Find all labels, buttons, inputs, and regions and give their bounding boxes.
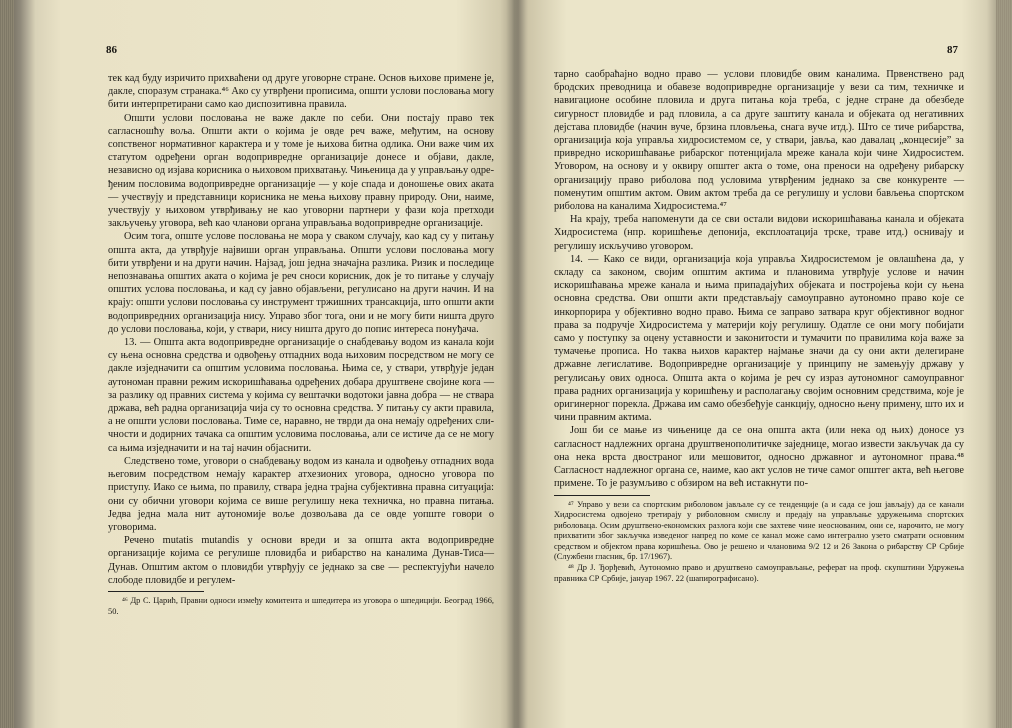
footnote-rule: [108, 591, 204, 592]
paragraph: Речено mutatis mutandis у основи вреди и за општа акта водопривредне организације којима се регулише пловидба и рибарство на каналима Дунав-Тиса—Дунав. Општим актом о пловидби утврђују се једнако за све — респектујући начело слободе пловидбе и регулем-: [108, 535, 494, 586]
footnote-rule: [554, 495, 650, 496]
paragraph: Још би се мање из чињенице да се она општа акта (или нека од њих) доносе уз сагласност надлежних органа друштвенополитичке заједнице, могао извести закључак да су она нека врста двостраног или мешовитог, односно државног и аутономног права.⁴⁸ Сагласност надлежног органа се, наиме, као акт услов не тиче самог општег акта, већ његове примене. То је разумљиво с обзиром на већ истакнути по-: [554, 425, 964, 490]
right-page: [524, 0, 982, 728]
page-edges-left: [0, 0, 14, 728]
footnote: ⁴⁶ Др С. Царић, Правни односи између комитента и шпедитера из уговора о шпедицији. Београд 1966, 50.: [108, 595, 494, 616]
right-page-body: [554, 68, 964, 584]
book-gutter: [500, 0, 526, 728]
left-page-body: [108, 72, 494, 617]
paragraph: тек кад буду изричито прихваћени од друге уговорне стране. Основ њихове примене је, дакле, споразум странака.⁴⁶ Ако су утврђени прописима, општи услови пословања могу бити интерпретирани само као диспозитивна правила.: [108, 73, 494, 111]
paragraph: Следствено томе, уговори о снабдевању водом из канала и одвођењу отпадних вода његовим посредством немају карактер атхезионих уговора, односно уговора по приступу. Иако се њима, по правилу, ствара једна трајна субјективна правна ситуација: они су обични уговори којима се више регулишу нека техничка, но правна питања. Једва једна мала нит аутономије воље дозвољава да се овде уопште говори о уговорима.: [108, 455, 494, 533]
paragraph: Општи услови пословања не важе дакле по себи. Они постају право тек сагласношћу воља. Општи акти о којима је овде реч важе, међутим, на основу сопственог нормативног карактера и у томе је њихова битна одлика. Они важе чим их статутом одређени орган водопривредне организације донесе и објави, дакле, независно од изјава корисника о њиховом прихватању. Чињеница да у управљању одређеним пословима водопривредне организације — у које спада и доношење ових аката — учествују и представници корисника не мења њихову правну природу. Они, наиме, учествују у њиховом утврђивању не као уговорни партнери у фази која претходи закључењу уговора, већ као чланови органа управљања водопривредне организације.: [108, 112, 494, 230]
paragraph: На крају, треба напоменути да се сви остали видови искоришћавања канала и објеката Хидросистема (нпр. коришћење депонија, експлоатација трске, траве итд.) оснивају и регулишу искључиво уговором.: [554, 214, 964, 252]
paragraph: 13. — Општа акта водопривредне организације о снабдевању водом из канала који су њена основна средства и одвођењу отпадних вода њиховим посредством не могу се дакле изједначити са општим условима пословања. Њима се, у ствари, утврђује један аутономан правни режим искоришћавања одређених добара друштвене својине кога — за разлику од правних система у којима су вештачки водотоки јавна добра — не ствара држава, већ радна организација чија су то основна средства. У питању су акти правила, а не општи услови пословања. Тиме се, наравно, не тврди да она немају одређених сличности и додирних тачака са општим условима пословања, али се истиче да се не могу са њима изједначити и на тај начин објаснити.: [108, 337, 494, 454]
footnote: ⁴⁷ Управо у вези са спортским риболовом јављале су се тенденције (а и сада се још јављају) да се канали Хидросистема одвојено третирају у риболовном смислу и предају на управљање удружењима спортских риболоваца. Осим друштвено-економских разлога који све захтеве чине неоснованим, они се, нарочито, не могу прихватити због закључка изведеног напред по коме се канал може само интегрално узето сматрати основним средством и објектом права коришћења. Ово је решено и члановима 9/2 12 и 26 Закона о рибарству СР Србије (Службени гласник, бр. 17/1967).: [554, 499, 964, 562]
left-page: [28, 0, 498, 728]
footnote: ⁴⁸ Др Ј. Ђорђевић, Аутономно право и друштвено самоуправљање, реферат на проф. скупштини Удружења правника СР Србије, јануар 1967. 22 (шапирографисано).: [554, 563, 964, 583]
page-edges-right: [996, 0, 1012, 728]
paragraph: тарно саобраћајно водно право — услови пловидбе овим каналима. Првенствено рад бродских преводница и обавезе водопривредне организације у вези са тим, техничке и навигационе особине пловила и друга питања која треба, с једне стране да обезбеде сигурност пловидбе и рад пловила, а са друге заштиту канала и објеката од негативних дејстава пловидбе (начин вуче, брзина пловљења, снага вуче итд.). Што се тиче рибарства, организација која управља хидросистемом се, у ствари, јавља, као давалац „концесије” за привредно искоришћавање рибарског потенцијала мреже канала који чине Хидросистем. Уговором, на основу и у оквиру општег акта о томе, она преноси на одређену рибарску организацију право риболова под условима утврђеним једнако за све конкуренте — поменутим општим актом. Овим актом треба да се регулишу и услови бављења спортском риболова на каналима Хидросистема.⁴⁷: [554, 69, 964, 213]
paragraph: 14. — Како се види, организација која управља Хидросистемом је овлашћена да, у складу са законом, својим општим актима и плановима утврђује услове и начин искоришћавања мреже канала и њима припадајућих објеката и постројења који су њена основна средства. Ови општи акти представљају самоуправно аутономно право које се инкорпорира у објективно водно право. Њима се заправо затвара круг објективног водног права за подручје Хидросистема у материји коју регулишу. Одатле се они могу побијати само у поступку за оцену уставности и законитости и тумачити по правилима која важе за тумачење прописа. Но таква њихов карактер најмање значи да су они акти делегиране државне легислативе. Водопривредне организације у принципу не замењују државу у регулисању ових односа. Општа акта о којима је реч су израз аутономног самоуправног права радних организација у коришћењу и располагању својим основним средствима, које је оригинерног порекла. Држава им само обезбеђује санкцију, односно њену примену, што их и чини правним актима.: [554, 253, 964, 424]
paragraph: Осим тога, опште услове пословања не мора у сваком случају, као кад су у питању општа акта, да утврђује највиши орган управљања. Општи услови пословања могу бити утврђени и на други начин. Најзад, још једна значајна разлика. Ризик и последице непознавања општих аката о којима је реч сноси корисник, док је то питање у случају општих услова пословања, и кад су јавно објављени, регулисано на други начин. И на крају: општи услови пословања су инструмент тржишних трансакција, што општи акти водопривредних организација нису. Управо због тога, они и не могу бити ништа друго до услови пословања, који, у ствари, нису ништа друго до попис интереса понуђача.: [108, 231, 494, 335]
page-number: 87: [947, 44, 958, 56]
page-number: 86: [106, 44, 117, 56]
footnotes: [554, 500, 964, 585]
footnotes: [108, 596, 494, 617]
